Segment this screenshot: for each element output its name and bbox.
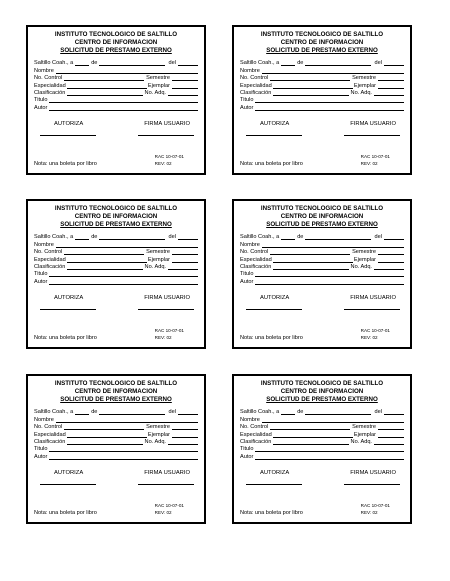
ejemplar-label: Ejemplar	[353, 82, 376, 89]
titulo-field[interactable]	[255, 271, 404, 278]
no-adq-label: No. Adq.	[144, 89, 166, 96]
ejemplar-label: Ejemplar	[147, 431, 170, 438]
clasificacion-row	[240, 438, 404, 445]
autor-field[interactable]	[49, 453, 198, 460]
control-row	[34, 74, 198, 81]
place-label: Saltillo Coah., a	[34, 234, 74, 241]
control-row	[240, 423, 404, 430]
clasificacion-label: Clasificación	[240, 89, 272, 96]
autor-label: Autor	[34, 104, 48, 111]
titulo-field[interactable]	[49, 271, 198, 278]
especialidad-field[interactable]	[273, 256, 353, 263]
nombre-field[interactable]	[262, 416, 404, 423]
rac-code: RAC 10-07-01	[154, 503, 184, 508]
semestre-field[interactable]	[172, 424, 198, 431]
del-label: del	[374, 234, 382, 241]
place-label: Saltillo Coah., a	[34, 60, 74, 67]
place-label: Saltillo Coah., a	[34, 409, 74, 416]
ejemplar-label: Ejemplar	[353, 431, 376, 438]
ejemplar-field[interactable]	[378, 82, 404, 89]
signature-lines	[34, 484, 198, 485]
clasificacion-label: Clasificación	[240, 263, 272, 270]
clasificacion-row	[34, 438, 198, 445]
rev-code: REV: 02	[360, 510, 378, 515]
nombre-label: Nombre	[240, 67, 260, 74]
autoriza-label: AUTORIZA	[260, 469, 290, 476]
autoriza-label: AUTORIZA	[54, 469, 84, 476]
semestre-field[interactable]	[172, 249, 198, 256]
autor-label: Autor	[240, 104, 254, 111]
day-field[interactable]	[75, 409, 89, 416]
year-field[interactable]	[178, 234, 198, 241]
nota-text: Nota: una boleta por libro	[240, 510, 303, 516]
autoriza-signature-field[interactable]	[246, 484, 302, 485]
nombre-field[interactable]	[262, 67, 404, 74]
signature-lines	[240, 309, 404, 310]
titulo-label: Titulo	[34, 446, 48, 453]
nombre-field[interactable]	[56, 416, 198, 423]
form-fields	[34, 59, 198, 111]
semestre-field[interactable]	[378, 249, 404, 256]
rac-code: RAC 10-07-01	[154, 328, 184, 333]
center-name: CENTRO DE INFORMACION	[280, 39, 364, 46]
nombre-field[interactable]	[262, 241, 404, 248]
rac-code: RAC 10-07-01	[154, 154, 184, 159]
form-fields	[34, 233, 198, 285]
form-title: SOLICITUD DE PRESTAMO EXTERNO	[266, 221, 378, 228]
firma-usuario-label: FIRMA USUARIO	[144, 469, 190, 476]
firma-usuario-signature-field[interactable]	[138, 309, 194, 310]
especialidad-row	[240, 81, 404, 88]
titulo-row	[34, 270, 198, 277]
no-control-field[interactable]	[270, 249, 350, 256]
revision-info	[361, 153, 390, 167]
form-title: SOLICITUD DE PRESTAMO EXTERNO	[266, 47, 378, 54]
signature-lines	[240, 135, 404, 136]
especialidad-field[interactable]	[67, 431, 147, 438]
clasificacion-field[interactable]	[273, 89, 348, 96]
no-adq-label: No. Adq.	[144, 263, 166, 270]
form-title: SOLICITUD DE PRESTAMO EXTERNO	[60, 396, 172, 403]
firma-usuario-signature-field[interactable]	[138, 135, 194, 136]
titulo-label: Titulo	[240, 97, 254, 104]
titulo-row	[240, 445, 404, 452]
clasificacion-row	[240, 263, 404, 270]
center-name: CENTRO DE INFORMACION	[74, 388, 158, 395]
month-field[interactable]	[305, 60, 370, 67]
de-label: de	[91, 60, 98, 67]
firma-usuario-signature-field[interactable]	[344, 309, 400, 310]
year-field[interactable]	[178, 60, 198, 67]
nombre-label: Nombre	[240, 241, 260, 248]
firma-usuario-signature-field[interactable]	[344, 484, 400, 485]
nota-text: Nota: una boleta por libro	[240, 161, 303, 167]
nota-text: Nota: una boleta por libro	[34, 510, 97, 516]
nota-text: Nota: una boleta por libro	[34, 335, 97, 341]
nombre-row	[34, 66, 198, 73]
year-field[interactable]	[384, 234, 404, 241]
especialidad-row	[34, 430, 198, 437]
especialidad-row	[34, 81, 198, 88]
titulo-field[interactable]	[49, 446, 198, 453]
day-field[interactable]	[281, 409, 295, 416]
date-row	[240, 233, 404, 240]
no-adq-label: No. Adq.	[350, 263, 372, 270]
signature-labels	[240, 295, 404, 301]
year-field[interactable]	[178, 409, 198, 416]
nombre-row	[34, 240, 198, 247]
titulo-label: Titulo	[240, 446, 254, 453]
month-field[interactable]	[99, 234, 164, 241]
no-control-field[interactable]	[64, 249, 144, 256]
autoriza-signature-field[interactable]	[40, 484, 96, 485]
control-row	[240, 74, 404, 81]
date-row	[240, 408, 404, 415]
autoriza-label: AUTORIZA	[54, 120, 84, 127]
clasificacion-label: Clasificación	[34, 89, 66, 96]
date-row	[34, 408, 198, 415]
institute-name: INSTITUTO TECNOLOGICO DE SALTILLO	[260, 380, 384, 387]
form-title: SOLICITUD DE PRESTAMO EXTERNO	[60, 47, 172, 54]
rev-code: REV: 02	[360, 161, 378, 166]
ejemplar-field[interactable]	[172, 256, 198, 263]
especialidad-label: Especialidad	[240, 256, 272, 263]
month-field[interactable]	[305, 234, 370, 241]
especialidad-row	[34, 255, 198, 262]
autor-row	[240, 277, 404, 284]
institute-name: INSTITUTO TECNOLOGICO DE SALTILLO	[260, 31, 384, 38]
no-adq-label: No. Adq.	[350, 438, 372, 445]
especialidad-label: Especialidad	[34, 256, 66, 263]
autor-field[interactable]	[255, 453, 404, 460]
firma-usuario-label: FIRMA USUARIO	[350, 120, 396, 127]
especialidad-label: Especialidad	[34, 431, 66, 438]
signature-labels	[240, 121, 404, 127]
nombre-label: Nombre	[34, 241, 54, 248]
no-adq-label: No. Adq.	[144, 438, 166, 445]
signature-labels	[34, 121, 198, 127]
revision-info	[361, 327, 390, 341]
del-label: del	[374, 409, 382, 416]
semestre-label: Semestre	[146, 249, 170, 256]
nota-text: Nota: una boleta por libro	[34, 161, 97, 167]
form-fields	[240, 408, 404, 460]
rac-code: RAC 10-07-01	[360, 503, 390, 508]
ejemplar-label: Ejemplar	[353, 256, 376, 263]
no-adq-field[interactable]	[168, 438, 198, 445]
clasificacion-field[interactable]	[67, 438, 142, 445]
autor-field[interactable]	[49, 278, 198, 285]
nombre-label: Nombre	[34, 416, 54, 423]
year-field[interactable]	[384, 60, 404, 67]
no-control-label: No. Control	[240, 249, 269, 256]
revision-info	[155, 502, 184, 516]
especialidad-field[interactable]	[67, 82, 147, 89]
signature-lines	[240, 484, 404, 485]
nombre-field[interactable]	[56, 67, 198, 74]
loan-form-card-1	[26, 25, 206, 175]
clasificacion-row	[34, 89, 198, 96]
titulo-row	[34, 96, 198, 103]
ejemplar-label: Ejemplar	[147, 256, 170, 263]
semestre-label: Semestre	[352, 75, 376, 82]
semestre-field[interactable]	[172, 75, 198, 82]
control-row	[34, 248, 198, 255]
especialidad-label: Especialidad	[240, 82, 272, 89]
center-name: CENTRO DE INFORMACION	[74, 39, 158, 46]
loan-form-card-2	[232, 25, 412, 175]
autor-row	[34, 277, 198, 284]
signature-labels	[34, 295, 198, 301]
ejemplar-label: Ejemplar	[147, 82, 170, 89]
no-adq-label: No. Adq.	[350, 89, 372, 96]
no-control-field[interactable]	[64, 424, 144, 431]
semestre-label: Semestre	[352, 424, 376, 431]
form-fields	[240, 233, 404, 285]
autoriza-label: AUTORIZA	[260, 120, 290, 127]
de-label: de	[297, 60, 304, 67]
rev-code: REV: 02	[154, 335, 172, 340]
institute-name: INSTITUTO TECNOLOGICO DE SALTILLO	[54, 31, 178, 38]
day-field[interactable]	[281, 234, 295, 241]
center-name: CENTRO DE INFORMACION	[280, 213, 364, 220]
clasificacion-field[interactable]	[67, 263, 142, 270]
autoriza-signature-field[interactable]	[246, 135, 302, 136]
especialidad-field[interactable]	[273, 82, 353, 89]
de-label: de	[297, 409, 304, 416]
loan-form-card-4	[232, 199, 412, 349]
nota-text: Nota: una boleta por libro	[240, 335, 303, 341]
control-row	[34, 423, 198, 430]
autor-label: Autor	[34, 453, 48, 460]
autoriza-signature-field[interactable]	[246, 309, 302, 310]
clasificacion-field[interactable]	[273, 438, 348, 445]
institute-name: INSTITUTO TECNOLOGICO DE SALTILLO	[54, 205, 178, 212]
autor-field[interactable]	[255, 104, 404, 111]
signature-lines	[34, 135, 198, 136]
especialidad-field[interactable]	[273, 431, 353, 438]
semestre-field[interactable]	[378, 424, 404, 431]
year-field[interactable]	[384, 409, 404, 416]
form-fields	[34, 408, 198, 460]
institute-name: INSTITUTO TECNOLOGICO DE SALTILLO	[260, 205, 384, 212]
firma-usuario-label: FIRMA USUARIO	[144, 294, 190, 301]
semestre-label: Semestre	[146, 424, 170, 431]
semestre-label: Semestre	[146, 75, 170, 82]
autor-row	[240, 452, 404, 459]
clasificacion-label: Clasificación	[34, 438, 66, 445]
titulo-field[interactable]	[49, 97, 198, 104]
firma-usuario-label: FIRMA USUARIO	[144, 120, 190, 127]
no-adq-field[interactable]	[374, 89, 404, 96]
day-field[interactable]	[75, 234, 89, 241]
nombre-row	[240, 415, 404, 422]
ejemplar-field[interactable]	[172, 431, 198, 438]
firma-usuario-label: FIRMA USUARIO	[350, 294, 396, 301]
ejemplar-field[interactable]	[172, 82, 198, 89]
no-control-field[interactable]	[270, 75, 350, 82]
form-fields	[240, 59, 404, 111]
de-label: de	[91, 409, 98, 416]
control-row	[240, 248, 404, 255]
nombre-row	[240, 240, 404, 247]
nombre-label: Nombre	[240, 416, 260, 423]
place-label: Saltillo Coah., a	[240, 60, 280, 67]
institute-name: INSTITUTO TECNOLOGICO DE SALTILLO	[54, 380, 178, 387]
form-title: SOLICITUD DE PRESTAMO EXTERNO	[266, 396, 378, 403]
nombre-row	[240, 66, 404, 73]
autor-field[interactable]	[255, 278, 404, 285]
month-field[interactable]	[99, 409, 164, 416]
titulo-field[interactable]	[255, 97, 404, 104]
rac-code: RAC 10-07-01	[360, 328, 390, 333]
rev-code: REV: 02	[154, 161, 172, 166]
firma-usuario-label: FIRMA USUARIO	[350, 469, 396, 476]
nombre-field[interactable]	[56, 241, 198, 248]
rev-code: REV: 02	[360, 335, 378, 340]
clasificacion-field[interactable]	[273, 263, 348, 270]
no-control-label: No. Control	[240, 424, 269, 431]
signature-labels	[34, 470, 198, 476]
especialidad-field[interactable]	[67, 256, 147, 263]
titulo-field[interactable]	[255, 446, 404, 453]
autor-label: Autor	[240, 453, 254, 460]
no-control-label: No. Control	[34, 249, 63, 256]
center-name: CENTRO DE INFORMACION	[74, 213, 158, 220]
titulo-label: Titulo	[34, 97, 48, 104]
no-control-label: No. Control	[240, 75, 269, 82]
especialidad-row	[240, 255, 404, 262]
autor-label: Autor	[34, 278, 48, 285]
ejemplar-field[interactable]	[378, 431, 404, 438]
revision-info	[361, 502, 390, 516]
clasificacion-row	[240, 89, 404, 96]
del-label: del	[374, 60, 382, 67]
signature-lines	[34, 309, 198, 310]
autoriza-signature-field[interactable]	[40, 309, 96, 310]
no-control-field[interactable]	[270, 424, 350, 431]
autor-label: Autor	[240, 278, 254, 285]
loan-form-card-5	[26, 374, 206, 524]
especialidad-label: Especialidad	[34, 82, 66, 89]
loan-form-card-3	[26, 199, 206, 349]
especialidad-row	[240, 430, 404, 437]
de-label: de	[297, 234, 304, 241]
titulo-row	[240, 96, 404, 103]
no-control-label: No. Control	[34, 75, 63, 82]
clasificacion-label: Clasificación	[240, 438, 272, 445]
month-field[interactable]	[305, 409, 370, 416]
autor-row	[34, 452, 198, 459]
titulo-row	[34, 445, 198, 452]
titulo-row	[240, 270, 404, 277]
no-adq-field[interactable]	[374, 263, 404, 270]
rac-code: RAC 10-07-01	[360, 154, 390, 159]
month-field[interactable]	[99, 60, 164, 67]
clasificacion-label: Clasificación	[34, 263, 66, 270]
de-label: de	[91, 234, 98, 241]
day-field[interactable]	[75, 60, 89, 67]
semestre-label: Semestre	[352, 249, 376, 256]
place-label: Saltillo Coah., a	[240, 409, 280, 416]
no-adq-field[interactable]	[168, 263, 198, 270]
firma-usuario-signature-field[interactable]	[344, 135, 400, 136]
especialidad-label: Especialidad	[240, 431, 272, 438]
autor-row	[34, 103, 198, 110]
revision-info	[155, 153, 184, 167]
nombre-label: Nombre	[34, 67, 54, 74]
del-label: del	[168, 409, 176, 416]
clasificacion-field[interactable]	[67, 89, 142, 96]
autor-field[interactable]	[49, 104, 198, 111]
center-name: CENTRO DE INFORMACION	[280, 388, 364, 395]
date-row	[240, 59, 404, 66]
del-label: del	[168, 234, 176, 241]
no-adq-field[interactable]	[374, 438, 404, 445]
revision-info	[155, 327, 184, 341]
ejemplar-field[interactable]	[378, 256, 404, 263]
autor-row	[240, 103, 404, 110]
firma-usuario-signature-field[interactable]	[138, 484, 194, 485]
date-row	[34, 59, 198, 66]
autoriza-label: AUTORIZA	[260, 294, 290, 301]
rev-code: REV: 02	[154, 510, 172, 515]
semestre-field[interactable]	[378, 75, 404, 82]
place-label: Saltillo Coah., a	[240, 234, 280, 241]
no-control-field[interactable]	[64, 75, 144, 82]
del-label: del	[168, 60, 176, 67]
day-field[interactable]	[281, 60, 295, 67]
no-adq-field[interactable]	[168, 89, 198, 96]
loan-form-card-6	[232, 374, 412, 524]
date-row	[34, 233, 198, 240]
form-title: SOLICITUD DE PRESTAMO EXTERNO	[60, 221, 172, 228]
nombre-row	[34, 415, 198, 422]
clasificacion-row	[34, 263, 198, 270]
titulo-label: Titulo	[34, 271, 48, 278]
signature-labels	[240, 470, 404, 476]
no-control-label: No. Control	[34, 424, 63, 431]
autoriza-label: AUTORIZA	[54, 294, 84, 301]
autoriza-signature-field[interactable]	[40, 135, 96, 136]
titulo-label: Titulo	[240, 271, 254, 278]
